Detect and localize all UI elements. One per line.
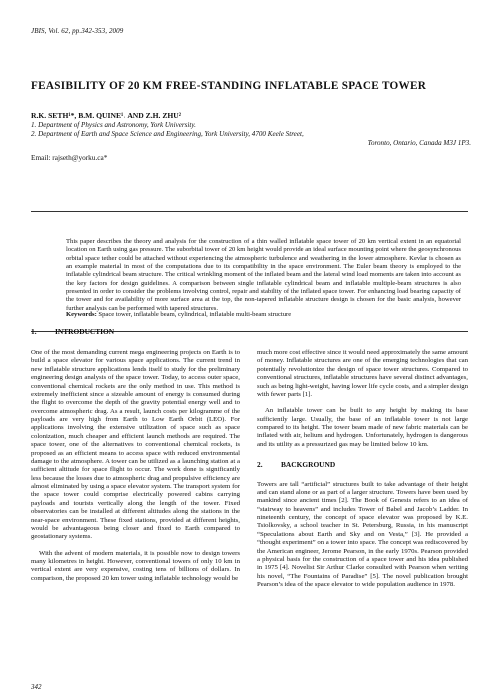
keywords bbox=[66, 311, 461, 318]
section-number: 1. bbox=[31, 327, 37, 336]
author-email: Email: rajseth@yorku.ca* bbox=[31, 153, 108, 162]
section-heading-background bbox=[257, 461, 468, 469]
affiliation-1: 1. Department of Physics and Astronomy, York University. bbox=[31, 121, 196, 129]
section-number: 2. bbox=[257, 460, 263, 470]
affiliation-2: 2. Department of Earth and Space Science and Engineering, York University, 4700 Keele Street, bbox=[31, 130, 304, 138]
affiliations bbox=[31, 121, 471, 148]
abstract: This paper describes the theory and analysis for the construction of a thin walled inflatable space tower of 20 km vertical extent in an equatorial location on Earth using gas pressure. The suborbital tower of 20 km height would provide an ideal surface mounting point where the geosynchronous orbital space tether could be attached without experiencing the atmospheric turbulence and weathering in the lower atmosphere. Kevlar is chosen as an example material in most of the computations due to its compatibility in the space environment. The Euler beam theory is employed to the inflatable cylindrical beam structure. The critical wrinkling moment of the inflated beam and the lateral wind load moments are taken into account as the key factors for design guidelines. A comparison between single inflatable cylindrical beam and inflatable multiple-beam structures is also presented in order to consider the problems involving control, repair and stability of the inflated space tower. For enhancing load bearing capacity of the tower and for availability of more surface area at the top, the non-tapered inflatable structure design is chosen for the basic analysis, however further analysis can be performed with tapered structures. bbox=[66, 238, 461, 312]
left-column bbox=[31, 349, 240, 583]
divider-top bbox=[31, 211, 468, 212]
page-number: 342 bbox=[31, 683, 42, 691]
keywords-label: Keywords: bbox=[66, 311, 97, 318]
section-heading-introduction bbox=[31, 327, 114, 336]
journal-citation: JBIS, Vol. 62, pp.342-353, 2009 bbox=[31, 27, 124, 35]
intro-paragraph-1: One of the most demanding current mega engineering projects on Earth is to build a space elevator for various space applications. The current trend in new inflatable structure applications lends itself to study for the preliminary engineering design analysis of the space tower. Today, to access outer space, conventional chemical rockets are the only method in use. This method is extremely inefficient since a sizeable amount of energy is consumed during the flight to overcome the depth of the gravity potential energy well and to overcome atmospheric drag. As a result, launch costs per kilogramme of the payloads are very high from Earth to Low Earth Orbit (LEO). For applications involving the extensive utilization of space such as space colonization, much cheaper and efficient launch methods are required. The space tower, one of the alternatives to conventional chemical rockets, is proposed as an efficient means to access space with reduced environmental damage to the atmosphere. A tower can be utilized as a launching station at a sufficient altitude for space flight to occur. The work done is significantly less because the losses due to atmospheric drag and propulsive efficiency are almost eliminated by using a space elevator system. The transport system for the space tower could comprise electrically powered cabins carrying payloads and tourists vertically along the length of the tower. Fixed observatories can be installed at different altitudes along the stations in the near-space environment. These fixed stations, provided at different heights, would be advantageous being closer and fixed to Earth compared to geostationary systems. bbox=[31, 349, 240, 541]
section-title: INTRODUCTION bbox=[55, 327, 115, 336]
right-column bbox=[257, 349, 468, 589]
intro-paragraph-4: An inflatable tower can be built to any height by making its base sufficiently large. Usually, the base of an inflatable tower is not large compared to its height. The tower beam made of new fabric materials can be inflated with air, helium and hydrogen. Unfortunately, hydrogen is dangerous and its utility as a pressurized gas may be limited below 10 km. bbox=[257, 407, 468, 448]
keywords-list: Space tower, inflatable beam, cylindrical, inflatable multi-beam structure bbox=[96, 311, 292, 318]
intro-paragraph-2: With the advent of modern materials, it is possible now to design towers many kilometres in height. However, conventional towers of only 10 km in vertical extent are very expensive, costing tens of billions of dollars. In comparison, the proposed 20 km tower using inflatable technology would be bbox=[31, 549, 240, 582]
intro-paragraph-3: much more cost effective since it would need approximately the same amount of money. Inflatable structures are one of the emerging technologies that can potentially revolutionize the design of space tower structures. Compared to conventional structures, inflatable structures have several distinct advantages, such as being light-weight, having lower life cycle costs, and a simpler design with fewer parts [1]. bbox=[257, 349, 468, 398]
paper-title: FEASIBILITY OF 20 KM FREE-STANDING INFLATABLE SPACE TOWER bbox=[31, 80, 427, 92]
section-title: BACKGROUND bbox=[281, 460, 336, 470]
affiliation-2-city: Toronto, Ontario, Canada M3J 1P3. bbox=[367, 139, 471, 147]
background-paragraph-1: Towers are tall “artificial” structures built to take advantage of their height and can stand alone or as part of a larger structure. Towers have been used by mankind since ancient times [2]. The Book of Genesis refers to an idea of “stairway to heavens” and includes Tower of Babel and Jacob’s Ladder. In nineteenth century, the concept of space elevator was proposed by K.E. Tsiolkovsky, a school teacher in St. Petersburg, Russia, in his manuscript “Speculations about Earth and Sky and on Vesta,” [3]. He provided a “thought experiment” on a tower into space. The concept was rediscovered by the American engineer, Jerome Pearson, in the early 1970s. Pearson provided a physical basis for the construction of a space tower and his idea published in 1975 [4]. Novelist Sir Arthur Clarke consulted with Pearson when writing his novel, “The Fountains of Paradise” [5]. The novel publication brought Pearson’s idea of the space elevator to wide population audience in 1978. bbox=[257, 480, 468, 588]
authors: R.K. SETH¹*, B.M. QUINE¹˒ AND Z.H. ZHU² bbox=[31, 111, 182, 120]
